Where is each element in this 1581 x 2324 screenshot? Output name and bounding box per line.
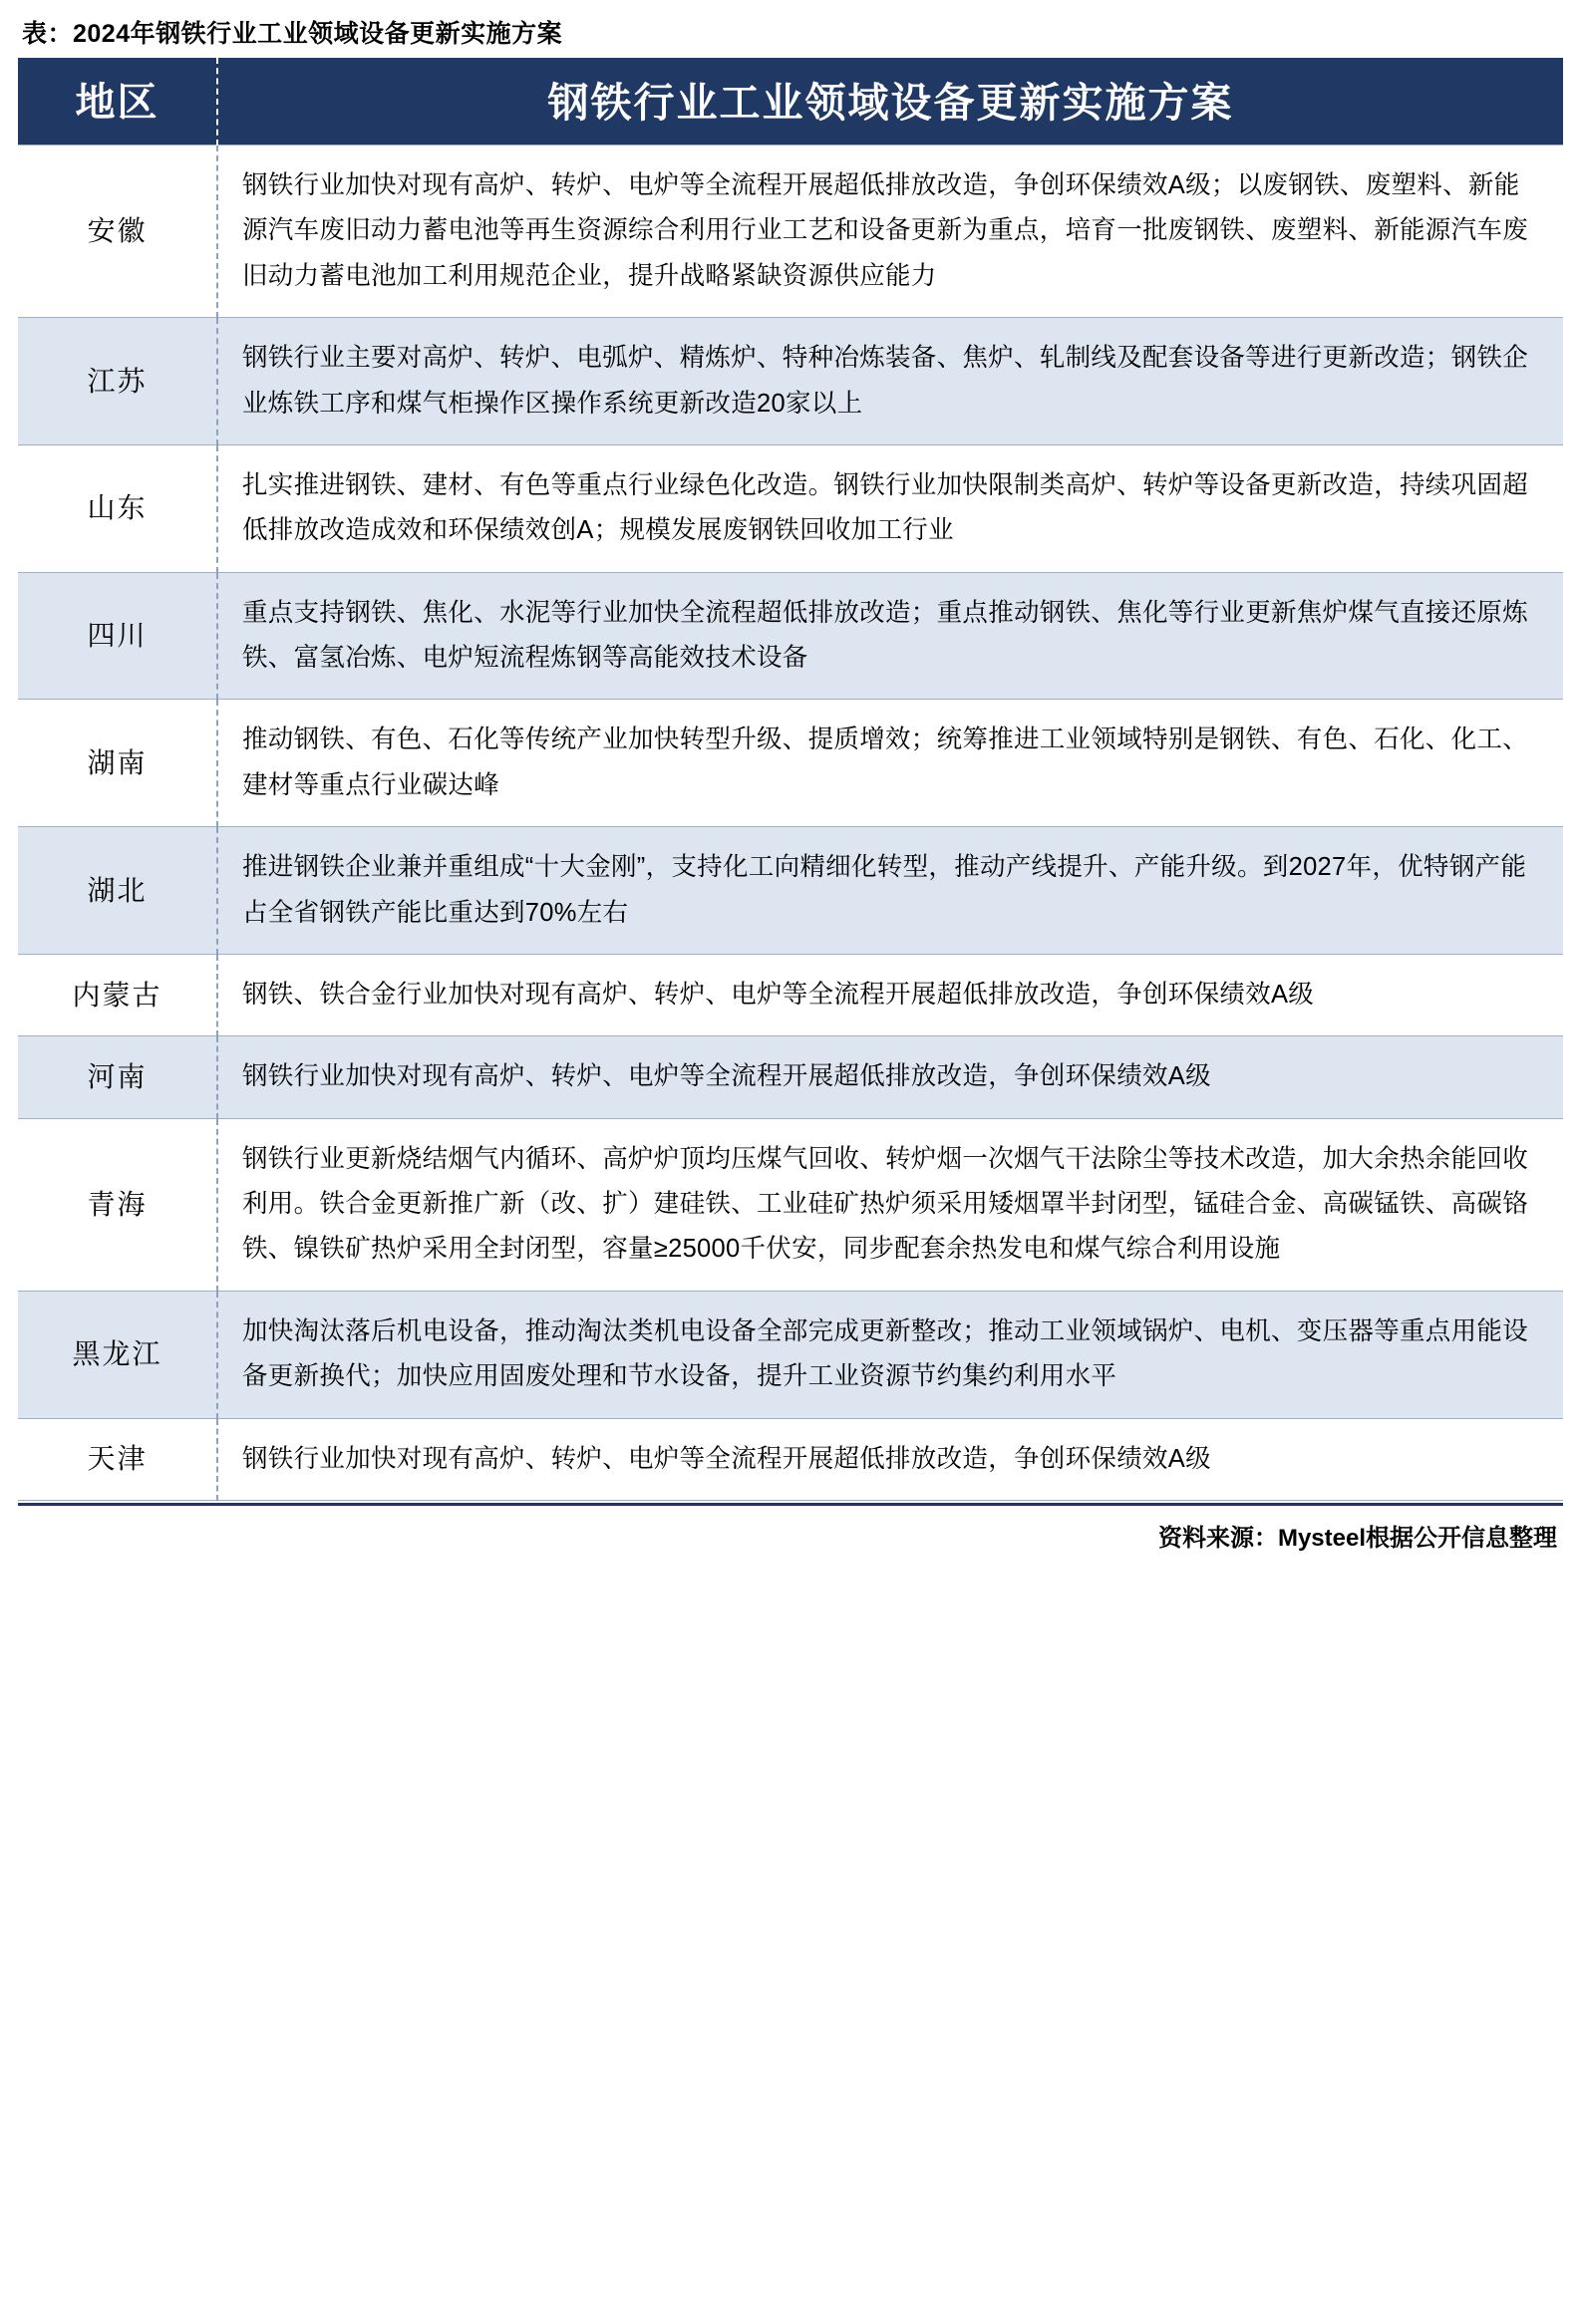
cell-region: 黑龙江	[18, 1291, 217, 1418]
table-row	[18, 1291, 1563, 1418]
table-body	[18, 145, 1563, 1501]
table-row	[18, 145, 1563, 318]
equipment-update-table	[18, 58, 1563, 1501]
cell-region: 湖南	[18, 700, 217, 827]
cell-content: 加快淘汰落后机电设备，推动淘汰类机电设备全部完成更新整改；推动工业领域锅炉、电机、变压器等重点用能设备更新换代；加快应用固废处理和节水设备，提升工业资源节约集约利用水平	[217, 1291, 1563, 1418]
column-header-region: 地区	[18, 58, 217, 145]
table-row	[18, 700, 1563, 827]
source-note: 资料来源：Mysteel根据公开信息整理	[1157, 1524, 1557, 1552]
cell-content: 钢铁行业更新烧结烟气内循环、高炉炉顶均压煤气回收、转炉烟一次烟气干法除尘等技术改造，加大余热余能回收利用。铁合金更新推广新（改、扩）建硅铁、工业硅矿热炉须采用矮烟罩半封闭型，锰硅合金、高碳锰铁、高碳铬铁、镍铁矿热炉采用全封闭型，容量≥25000千伏安，同步配套余热发电和煤气综合利用设施	[217, 1118, 1563, 1291]
table-row	[18, 318, 1563, 445]
table-row	[18, 954, 1563, 1035]
cell-region: 四川	[18, 572, 217, 700]
table-row	[18, 444, 1563, 572]
cell-region: 天津	[18, 1418, 217, 1500]
cell-region: 江苏	[18, 318, 217, 445]
cell-region: 内蒙古	[18, 954, 217, 1035]
cell-content: 钢铁、铁合金行业加快对现有高炉、转炉、电炉等全流程开展超低排放改造，争创环保绩效A级	[217, 954, 1563, 1035]
column-header-content: 钢铁行业工业领域设备更新实施方案	[217, 58, 1563, 145]
table-row	[18, 1418, 1563, 1500]
cell-region: 河南	[18, 1036, 217, 1118]
cell-content: 推动钢铁、有色、石化等传统产业加快转型升级、提质增效；统筹推进工业领域特别是钢铁、有色、石化、化工、建材等重点行业碳达峰	[217, 700, 1563, 827]
cell-region: 安徽	[18, 145, 217, 318]
cell-region: 青海	[18, 1118, 217, 1291]
cell-content: 推进钢铁企业兼并重组成“十大金刚”，支持化工向精细化转型，推动产线提升、产能升级。到2027年，优特钢产能占全省钢铁产能比重达到70%左右	[217, 827, 1563, 955]
table-row	[18, 572, 1563, 700]
table-row	[18, 1118, 1563, 1291]
cell-region: 山东	[18, 444, 217, 572]
table-row	[18, 827, 1563, 955]
table-caption: 表：2024年钢铁行业工业领域设备更新实施方案	[22, 20, 563, 48]
cell-region: 湖北	[18, 827, 217, 955]
table-row	[18, 1036, 1563, 1118]
cell-content: 钢铁行业加快对现有高炉、转炉、电炉等全流程开展超低排放改造，争创环保绩效A级；以废钢铁、废塑料、新能源汽车废旧动力蓄电池等再生资源综合利用行业工艺和设备更新为重点，培育一批废钢铁、废塑料、新能源汽车废旧动力蓄电池加工利用规范企业，提升战略紧缺资源供应能力	[217, 145, 1563, 318]
table-header-row	[18, 58, 1563, 145]
cell-content: 钢铁行业主要对高炉、转炉、电弧炉、精炼炉、特种冶炼装备、焦炉、轧制线及配套设备等进行更新改造；钢铁企业炼铁工序和煤气柜操作区操作系统更新改造20家以上	[217, 318, 1563, 445]
cell-content: 重点支持钢铁、焦化、水泥等行业加快全流程超低排放改造；重点推动钢铁、焦化等行业更新焦炉煤气直接还原炼铁、富氢冶炼、电炉短流程炼钢等高能效技术设备	[217, 572, 1563, 700]
cell-content: 扎实推进钢铁、建材、有色等重点行业绿色化改造。钢铁行业加快限制类高炉、转炉等设备更新改造，持续巩固超低排放改造成效和环保绩效创A；规模发展废钢铁回收加工行业	[217, 444, 1563, 572]
cell-content: 钢铁行业加快对现有高炉、转炉、电炉等全流程开展超低排放改造，争创环保绩效A级	[217, 1036, 1563, 1118]
cell-content: 钢铁行业加快对现有高炉、转炉、电炉等全流程开展超低排放改造，争创环保绩效A级	[217, 1418, 1563, 1500]
